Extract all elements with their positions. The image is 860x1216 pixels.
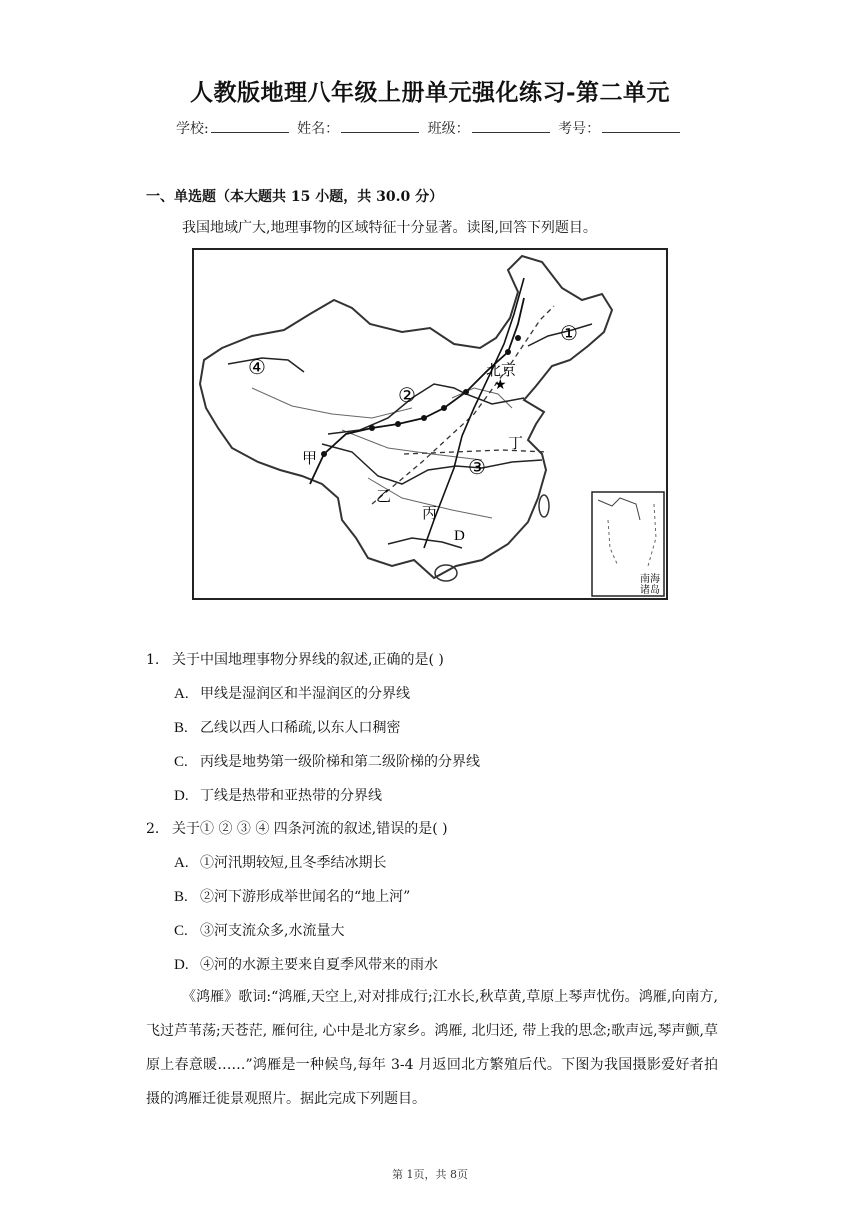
option-letter: C.: [174, 754, 188, 770]
line-jia-dot: [515, 335, 521, 341]
option-2c[interactable]: [174, 920, 344, 940]
option-text: ④河的水源主要来自夏季风带来的雨水: [200, 957, 438, 973]
label-river-2: ②: [398, 383, 416, 407]
label-river-4: ④: [248, 355, 266, 379]
school-label: 学校:: [176, 121, 209, 137]
line-jia-dot: [421, 415, 427, 421]
question-stem: 关于中国地理事物分界线的叙述,正确的是( ): [172, 652, 444, 668]
option-2a[interactable]: [174, 852, 386, 872]
option-letter: A.: [174, 855, 189, 871]
option-letter: D.: [174, 957, 189, 973]
exam-no-blank[interactable]: [602, 120, 680, 133]
line-jia-dot: [441, 405, 447, 411]
option-text: 甲线是湿润区和半湿润区的分界线: [200, 686, 410, 702]
beijing-star-icon: ★: [494, 377, 507, 393]
option-2d[interactable]: [174, 954, 438, 974]
option-text: 丙线是地势第一级阶梯和第二级阶梯的分界线: [200, 754, 480, 770]
question-number: 1.: [146, 652, 160, 668]
class-blank[interactable]: [472, 120, 550, 133]
label-river-3: ③: [468, 455, 486, 479]
question-stem: 关于① ② ③ ④ 四条河流的叙述,错误的是( ): [172, 821, 448, 837]
label-beijing: 北京: [486, 361, 517, 379]
option-1b[interactable]: [174, 717, 400, 737]
option-1c[interactable]: [174, 751, 480, 771]
student-info-line: [176, 118, 684, 138]
option-letter: D.: [174, 788, 189, 804]
option-letter: C.: [174, 923, 188, 939]
label-nanhai-line2: 诸岛: [640, 585, 660, 596]
option-text: ①河汛期较短,且冬季结冰期长: [200, 855, 387, 871]
question-2: [146, 818, 448, 838]
label-ding: 丁: [508, 434, 524, 452]
label-jia: 甲: [302, 449, 318, 467]
line-jia-dot: [463, 389, 469, 395]
section-heading: 一、单选题（本大题共 15 小题，共 30.0 分）: [146, 189, 444, 205]
school-blank[interactable]: [211, 120, 289, 133]
option-text: ②河下游形成举世闻名的“地上河”: [200, 889, 411, 905]
label-bing: 丙: [422, 504, 438, 522]
question-number: 2.: [146, 821, 160, 837]
question-1: [146, 649, 444, 669]
line-jia-dot: [321, 451, 327, 457]
label-nanhai-line1: 南海: [640, 574, 660, 585]
option-1d[interactable]: [174, 785, 382, 805]
intro-text: 我国地域广大,地理事物的区域特征十分显著。读图,回答下列题目。: [182, 220, 597, 236]
exam-no-label: 考号：: [558, 121, 601, 137]
class-label: 班级：: [427, 121, 470, 137]
label-river-1: ①: [560, 321, 578, 345]
page-footer: 第 1页，共 8页: [392, 1168, 468, 1181]
option-text: 丁线是热带和亚热带的分界线: [200, 788, 382, 804]
document-title: 人教版地理八年级上册单元强化练习-第二单元: [189, 79, 671, 106]
china-map-figure: [192, 248, 668, 600]
option-text: 乙线以西人口稀疏,以东人口稠密: [200, 720, 401, 736]
line-jia-dot: [505, 349, 511, 355]
line-jia-dot: [369, 425, 375, 431]
option-1a[interactable]: [174, 683, 410, 703]
label-yi: 乙: [376, 487, 392, 505]
name-blank[interactable]: [341, 120, 419, 133]
label-d: D: [454, 528, 465, 544]
option-letter: B.: [174, 720, 188, 736]
name-label: 姓名：: [297, 121, 340, 137]
option-letter: B.: [174, 889, 188, 905]
option-text: ③河支流众多,水流量大: [200, 923, 345, 939]
line-jia-dot: [395, 421, 401, 427]
option-2b[interactable]: [174, 886, 410, 906]
reading-passage: 《鸿雁》歌词:“鸿雁,天空上,对对排成行;江水长,秋草黄,草原上琴声忧伤。鸿雁,向南方,飞过芦苇荡;天苍茫, 雁何往, 心中是北方家乡。鸿雁, 北归还, 带上我的思念;歌声远,琴声颤,草原上春意暖‥‥‥”鸿雁是一种候鸟,每年 3-4 月返回北方繁殖后代。下图为我国摄影爱好者拍摄的鸿雁迁徙景观照片。据此完成下列题目。: [146, 989, 718, 1107]
option-letter: A.: [174, 686, 189, 702]
